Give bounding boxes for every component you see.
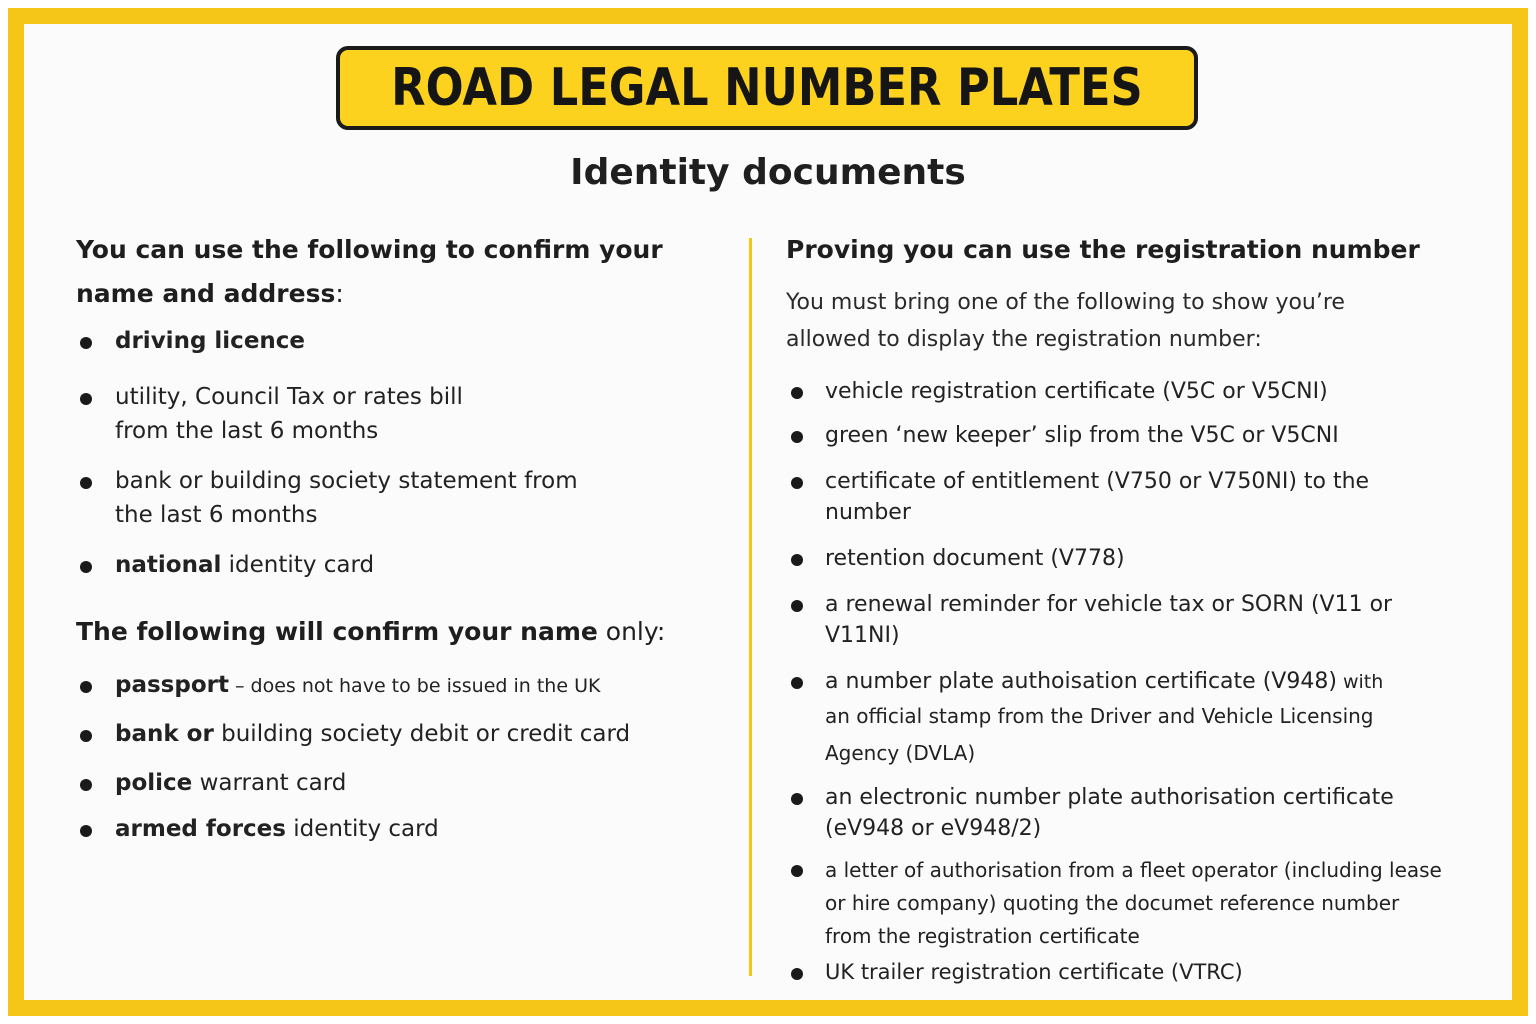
- bullet-icon: [80, 825, 92, 837]
- item-text: an electronic number plate authorisation certificate (eV948 or eV948/2): [825, 785, 1394, 841]
- item-bold-text: bank or: [115, 721, 214, 747]
- item-text-line2: an official stamp from the Driver and Vehicle Licensing: [825, 704, 1374, 728]
- item-text: warrant card: [192, 770, 347, 796]
- list-item: [786, 666, 1466, 772]
- bullet-icon: [791, 677, 803, 689]
- bullet-icon: [791, 968, 803, 980]
- item-text: UK trailer registration certificate (VTRC): [825, 960, 1243, 984]
- item-text: green ‘new keeper’ slip from the V5C or V5CNI: [825, 423, 1339, 448]
- registration-intro: You must bring one of the following to show you’re allowed to display the registration number:: [786, 290, 1345, 352]
- bullet-icon: [80, 561, 92, 573]
- bullet-icon: [791, 477, 803, 489]
- address-heading-text: You can use the following to confirm your name and address: [76, 235, 663, 308]
- registration-documents-list: [786, 376, 1466, 988]
- name-only-heading: [76, 610, 676, 654]
- item-text: – does not have to be issued in the UK: [228, 675, 601, 697]
- registration-heading: Proving you can use the registration number: [786, 235, 1420, 264]
- list-item: [76, 464, 676, 532]
- bullet-icon: [80, 337, 92, 349]
- list-item: [786, 854, 1446, 953]
- address-heading: [76, 228, 676, 316]
- bullet-icon: [791, 793, 803, 805]
- item-bold-text: national: [115, 552, 222, 578]
- bullet-icon: [80, 779, 92, 791]
- bullet-icon: [80, 730, 92, 742]
- list-item: [786, 782, 1446, 844]
- item-text: vehicle registration certificate (V5C or V5CNI): [825, 379, 1328, 404]
- name-heading-tail: only:: [597, 617, 666, 646]
- bullet-icon: [791, 600, 803, 612]
- item-text: identity card: [285, 816, 439, 842]
- list-item: [786, 466, 1426, 528]
- item-bold-text: police: [115, 770, 193, 796]
- item-text: a renewal reminder for vehicle tax or SORN (V11 or V11NI): [825, 592, 1393, 648]
- item-text-line2: from the last 6 months: [115, 418, 379, 444]
- list-item: [76, 668, 676, 703]
- item-text: bank or building society statement from: [115, 468, 578, 494]
- list-item: [76, 380, 676, 448]
- item-text: building society debit or credit card: [213, 721, 631, 747]
- item-text: retention document (V778): [825, 546, 1125, 571]
- list-item: [76, 812, 676, 846]
- right-column: [786, 228, 1466, 988]
- item-text: certificate of entitlement (V750 or V750NI) to the number: [825, 469, 1370, 525]
- list-item: [786, 376, 1466, 407]
- item-text: identity card: [221, 552, 375, 578]
- bullet-icon: [80, 477, 92, 489]
- item-bold-text: passport: [115, 672, 229, 698]
- item-bold-text: armed forces: [115, 816, 286, 842]
- bullet-icon: [80, 681, 92, 693]
- item-bold-text: driving licence: [115, 328, 306, 354]
- column-divider: [749, 238, 752, 976]
- title-number-plate: [336, 46, 1198, 130]
- bullet-icon: [791, 865, 803, 877]
- page-title: ROAD LEGAL NUMBER PLATES: [391, 58, 1143, 118]
- page-subtitle: Identity documents: [570, 152, 966, 193]
- item-text-line2: the last 6 months: [115, 502, 318, 528]
- list-item: [786, 543, 1466, 574]
- list-item: [786, 589, 1426, 651]
- item-text-line3: Agency (DVLA): [825, 741, 976, 765]
- bullet-icon: [80, 393, 92, 405]
- list-item: [76, 324, 676, 358]
- address-documents-list: [76, 324, 676, 582]
- list-item: [76, 548, 676, 582]
- bullet-icon: [791, 554, 803, 566]
- bullet-icon: [791, 431, 803, 443]
- bullet-icon: [791, 387, 803, 399]
- list-item: [786, 420, 1466, 451]
- item-text: a number plate authoisation certificate (V948): [825, 669, 1337, 694]
- list-item: [786, 957, 1466, 988]
- name-heading-text: The following will confirm your name: [76, 617, 598, 646]
- list-item: [76, 717, 676, 751]
- item-text: a letter of authorisation from a fleet operator (including lease or hire company) quoting the documet reference number from the registration certificate: [825, 858, 1442, 948]
- name-documents-list: [76, 668, 676, 846]
- list-item: [76, 766, 676, 800]
- item-text-tail: with: [1336, 671, 1384, 693]
- item-text: utility, Council Tax or rates bill: [115, 384, 463, 410]
- left-column: [76, 228, 676, 846]
- address-heading-colon: :: [335, 279, 344, 308]
